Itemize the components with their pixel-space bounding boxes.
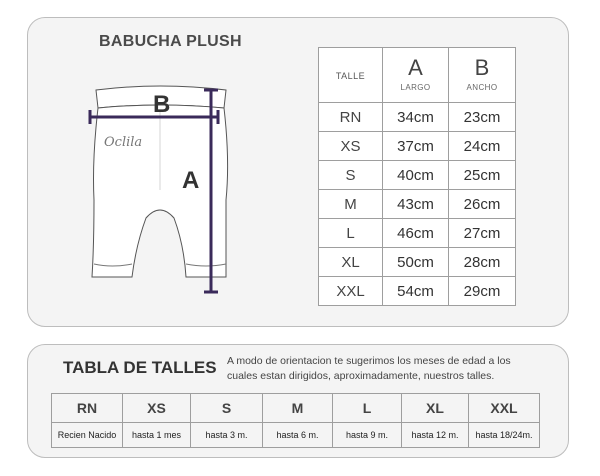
ancho-cell: 27cm xyxy=(449,219,516,248)
guide-age-cell: hasta 6 m. xyxy=(263,423,333,448)
guide-title: TABLA DE TALLES xyxy=(63,358,217,377)
largo-cell: 54cm xyxy=(383,277,449,306)
guide-age-cell: hasta 9 m. xyxy=(333,423,402,448)
ancho-cell: 29cm xyxy=(449,277,516,306)
ancho-cell: 26cm xyxy=(449,190,516,219)
size-table xyxy=(318,47,516,306)
table-row xyxy=(319,248,516,277)
guide-size-cell: L xyxy=(333,394,402,423)
table-row xyxy=(319,190,516,219)
header-talle: TALLE xyxy=(319,48,383,103)
largo-cell: 50cm xyxy=(383,248,449,277)
largo-cell: 40cm xyxy=(383,161,449,190)
pants-illustration xyxy=(70,70,300,310)
size-cell: XL xyxy=(319,248,383,277)
label-a: A xyxy=(182,167,200,194)
size-table-header xyxy=(319,48,516,103)
guide-size-cell: XL xyxy=(402,394,469,423)
size-cell: XS xyxy=(319,132,383,161)
header-b-label: ANCHO xyxy=(466,82,498,92)
guide-age-cell: hasta 18/24m. xyxy=(469,423,540,448)
guide-age-cell: Recien Nacido xyxy=(52,423,123,448)
size-cell: S xyxy=(319,161,383,190)
header-b-letter: B xyxy=(474,54,490,80)
months-table xyxy=(51,393,540,448)
largo-cell: 43cm xyxy=(383,190,449,219)
months-table-sizes-row xyxy=(52,394,540,423)
size-cell: M xyxy=(319,190,383,219)
months-table-ages-row xyxy=(52,423,540,448)
ancho-cell: 24cm xyxy=(449,132,516,161)
largo-cell: 34cm xyxy=(383,103,449,132)
guide-age-cell: hasta 3 m. xyxy=(191,423,263,448)
table-row xyxy=(319,132,516,161)
guide-age-cell: hasta 1 mes xyxy=(123,423,191,448)
guide-size-cell: S xyxy=(191,394,263,423)
guide-size-cell: XXL xyxy=(469,394,540,423)
guide-size-cell: XS xyxy=(123,394,191,423)
ancho-cell: 25cm xyxy=(449,161,516,190)
size-guide-panel xyxy=(27,344,569,458)
guide-age-cell: hasta 12 m. xyxy=(402,423,469,448)
largo-cell: 37cm xyxy=(383,132,449,161)
size-cell: L xyxy=(319,219,383,248)
guide-description: A modo de orientacion te sugerimos los meses de edad a los cuales estan dirigidos, aproximadamente, nuestros talles. xyxy=(227,355,511,382)
size-cell: RN xyxy=(319,103,383,132)
table-row xyxy=(319,103,516,132)
header-ancho xyxy=(449,48,516,103)
ancho-cell: 23cm xyxy=(449,103,516,132)
brand-logo: Oclila xyxy=(104,135,143,150)
size-cell: XXL xyxy=(319,277,383,306)
guide-size-cell: RN xyxy=(52,394,123,423)
ancho-cell: 28cm xyxy=(449,248,516,277)
table-row xyxy=(319,219,516,248)
header-a-label: LARGO xyxy=(400,82,431,92)
product-title: BABUCHA PLUSH xyxy=(99,33,242,50)
table-row xyxy=(319,277,516,306)
label-b: B xyxy=(153,91,171,118)
header-largo xyxy=(383,48,449,103)
header-a-letter: A xyxy=(408,54,423,80)
table-row xyxy=(319,161,516,190)
guide-size-cell: M xyxy=(263,394,333,423)
largo-cell: 46cm xyxy=(383,219,449,248)
